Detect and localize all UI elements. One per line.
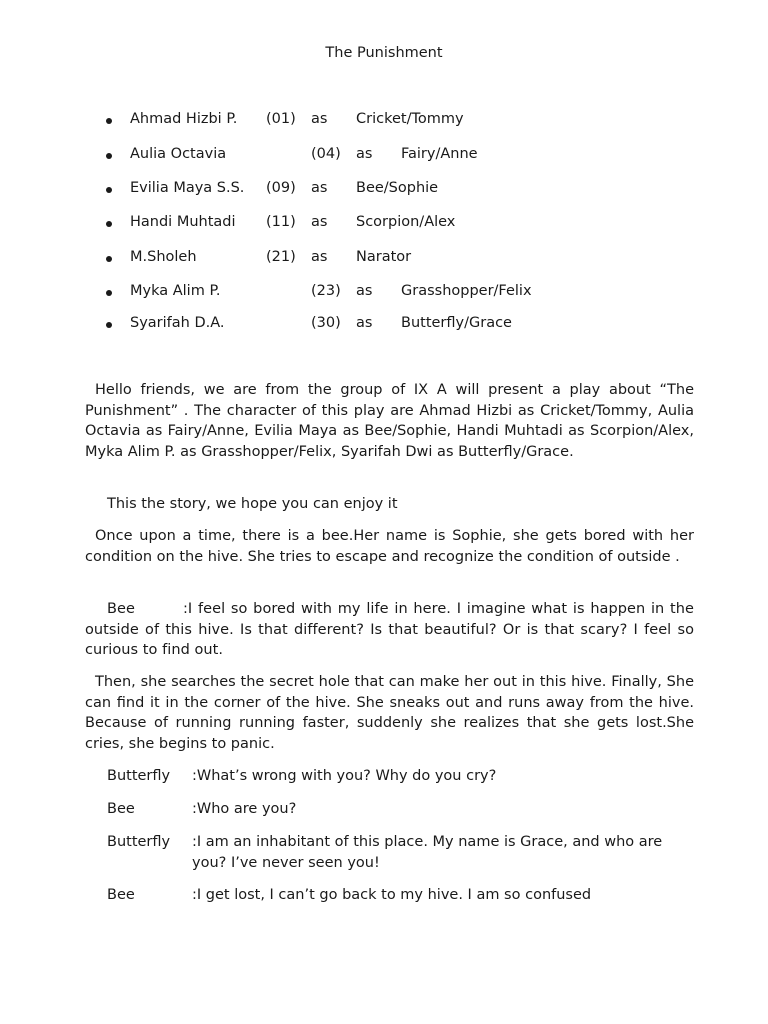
cast-number: (09) (266, 180, 296, 196)
dialog-text: :What’s wrong with you? Why do you cry? (192, 768, 497, 784)
bullet-icon (106, 290, 112, 296)
cast-role: Narator (356, 249, 412, 265)
cast-name: M.Sholeh (130, 249, 197, 265)
cast-name: Myka Alim P. (130, 283, 221, 299)
cast-role: Grasshopper/Felix (401, 283, 532, 299)
bullet-icon (106, 256, 112, 262)
dialog-speaker: Bee (107, 601, 135, 617)
dialog-text: :Who are you? (192, 801, 297, 817)
cast-item (0, 146, 768, 168)
cast-number: (01) (266, 111, 296, 127)
bullet-icon (106, 153, 112, 159)
cast-item (0, 283, 768, 305)
cast-as: as (311, 249, 328, 265)
narration-paragraph: Once upon a time, there is a bee.Her name is Sophie, she gets bored with her condition on the hive. She tries to escape and recognize the condition of outside . (85, 528, 694, 565)
cast-role: Cricket/Tommy (356, 111, 464, 127)
cast-role: Bee/Sophie (356, 180, 439, 196)
cast-as: as (311, 111, 328, 127)
cast-name: Ahmad Hizbi P. (130, 111, 238, 127)
bullet-icon (106, 322, 112, 328)
bullet-icon (106, 118, 112, 124)
dialog-text: :I am an inhabitant of this place. My name is Grace, and who are you? I’ve never seen you! (192, 834, 663, 871)
cast-as: as (356, 283, 373, 299)
dialog-line (107, 885, 694, 907)
cast-number: (21) (266, 249, 296, 265)
cast-number: (04) (311, 146, 341, 162)
story-intro: This the story, we hope you can enjoy it (107, 496, 398, 512)
cast-number: (30) (311, 315, 341, 331)
dialog-bee-first (85, 599, 694, 661)
cast-item (0, 249, 768, 271)
dialog-text: :I get lost, I can’t go back to my hive. I am so confused (192, 887, 592, 903)
cast-as: as (356, 315, 373, 331)
dialog-speaker: Bee (107, 801, 135, 817)
cast-as: as (311, 214, 328, 230)
page-title: The Punishment (325, 45, 443, 61)
cast-number: (23) (311, 283, 341, 299)
dialog-line (107, 799, 694, 821)
dialog-speaker: Butterfly (107, 834, 171, 850)
cast-name: Aulia Octavia (130, 146, 227, 162)
cast-item (0, 180, 768, 202)
cast-item (0, 315, 768, 337)
cast-role: Fairy/Anne (401, 146, 478, 162)
cast-as: as (356, 146, 373, 162)
cast-number: (11) (266, 214, 296, 230)
dialog-line (107, 766, 694, 788)
cast-name: Syarifah D.A. (130, 315, 225, 331)
narration-paragraph: Then, she searches the secret hole that can make her out in this hive. Finally, She can find it in the corner of the hive. She sneaks out and runs away from the hive. Because of running running faster, suddenly she realizes that she gets lost.She cries, she begins to panic. (85, 674, 694, 752)
cast-role: Butterfly/Grace (401, 315, 512, 331)
intro-paragraph: Hello friends, we are from the group of IX A will present a play about “The Punishment” . The character of this play are Ahmad Hizbi as Cricket/Tommy, Aulia Octavia as Fairy/Anne, Evilia Maya as Bee/Sophie, Handi Muhtadi as Scorpion/Alex, Myka Alim P. as Grasshopper/Felix, Syarifah Dwi as Butterfly/Grace. (85, 382, 694, 460)
dialog-line (107, 832, 694, 876)
cast-role: Scorpion/Alex (356, 214, 456, 230)
dialog-speaker: Bee (107, 887, 135, 903)
cast-item (0, 214, 768, 236)
cast-item (0, 111, 768, 133)
bullet-icon (106, 187, 112, 193)
dialog-speaker: Butterfly (107, 768, 171, 784)
dialog-text: :I feel so bored with my life in here. I imagine what is happen in the outside of this hive. Is that different? Is that beautiful? Or is that scary? I feel so curious to find out. (85, 601, 694, 658)
cast-as: as (311, 180, 328, 196)
cast-name: Evilia Maya S.S. (130, 180, 245, 196)
cast-name: Handi Muhtadi (130, 214, 236, 230)
bullet-icon (106, 221, 112, 227)
